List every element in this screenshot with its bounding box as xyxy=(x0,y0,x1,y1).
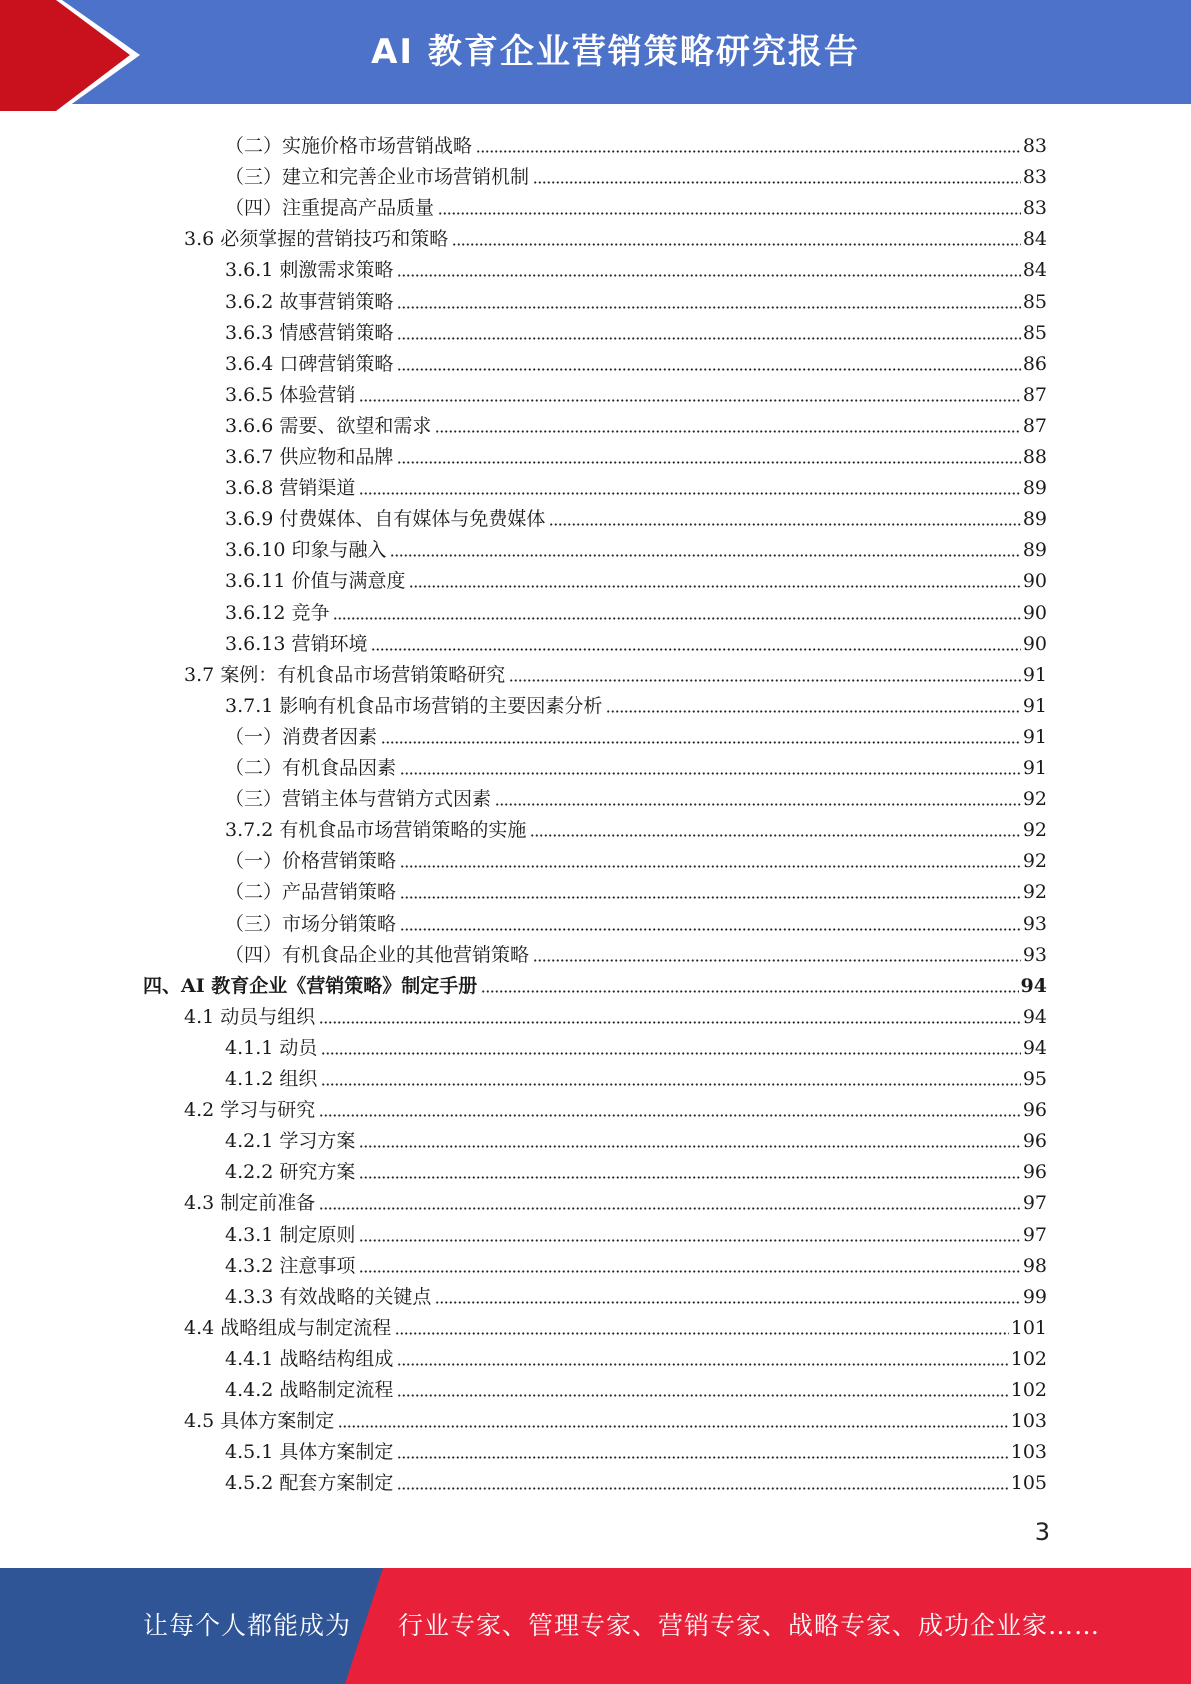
toc-entry-label: 3.6.9 付费媒体、自有媒体与免费媒体 xyxy=(225,508,546,531)
toc-entry-label: （四）有机食品企业的其他营销策略 xyxy=(225,943,530,966)
toc-entry[interactable] xyxy=(225,376,1047,407)
toc-leader-dots xyxy=(321,1052,1020,1055)
toc-leader-dots xyxy=(530,834,1020,837)
toc-entry-page: 94 xyxy=(1022,1036,1047,1059)
toc-entry-page: 92 xyxy=(1022,819,1047,842)
toc-entry-label: 3.6.1 刺激需求策略 xyxy=(225,259,394,282)
toc-leader-dots xyxy=(606,710,1020,713)
toc-entry-label: 4.2.2 研究方案 xyxy=(225,1161,356,1184)
toc-entry[interactable] xyxy=(225,749,1047,780)
toc-entry-label: 3.6 必须掌握的营销技巧和策略 xyxy=(184,228,449,251)
toc-entry[interactable] xyxy=(184,220,1047,251)
toc-entry[interactable] xyxy=(225,687,1047,718)
toc-entry-label: 3.6.12 竞争 xyxy=(225,601,330,624)
toc-entry-page: 91 xyxy=(1022,757,1047,779)
toc-entry[interactable] xyxy=(225,1153,1047,1184)
toc-entry-page: 87 xyxy=(1022,383,1047,406)
toc-entry[interactable] xyxy=(225,1278,1047,1309)
toc-entry-page: 92 xyxy=(1022,881,1047,904)
toc-entry-label: 4.2 学习与研究 xyxy=(184,1099,316,1122)
toc-entry-label: 3.6.3 情感营销策略 xyxy=(225,321,394,344)
toc-entry[interactable] xyxy=(184,1402,1047,1433)
toc-entry-label: （二）产品营销策略 xyxy=(225,881,397,904)
toc-entry-label: 3.6.2 故事营销策略 xyxy=(225,290,394,313)
toc-entry-page: 92 xyxy=(1022,788,1047,811)
toc-entry-label: 4.4 战略组成与制定流程 xyxy=(184,1316,392,1339)
toc-entry[interactable] xyxy=(225,531,1047,562)
toc-entry-label: 4.1 动员与组织 xyxy=(184,1005,316,1028)
toc-entry[interactable] xyxy=(225,1433,1047,1464)
toc-entry-page: 93 xyxy=(1022,943,1047,966)
toc-entry[interactable] xyxy=(225,873,1047,904)
toc-leader-dots xyxy=(359,492,1020,495)
toc-entry-page: 94 xyxy=(1020,974,1047,997)
toc-entry[interactable] xyxy=(225,1247,1047,1278)
toc-leader-dots xyxy=(359,1145,1020,1148)
toc-entry-label: 4.4.2 战略制定流程 xyxy=(225,1379,394,1401)
toc-entry[interactable] xyxy=(225,718,1047,749)
toc-entry[interactable] xyxy=(225,314,1047,345)
toc-leader-dots xyxy=(319,1114,1021,1117)
toc-entry-label: 3.6.8 营销渠道 xyxy=(225,477,356,500)
toc-entry[interactable] xyxy=(184,998,1047,1029)
toc-entry-page: 83 xyxy=(1022,135,1047,157)
toc-entry-label: 3.6.7 供应物和品牌 xyxy=(225,446,394,468)
toc-entry[interactable] xyxy=(225,158,1047,189)
toc-entry-page: 86 xyxy=(1022,352,1047,375)
toc-entry[interactable] xyxy=(225,283,1047,314)
toc-entry[interactable] xyxy=(225,127,1047,158)
toc-leader-dots xyxy=(397,1394,1008,1397)
toc-entry-page: 83 xyxy=(1022,166,1047,189)
toc-entry-label: 3.6.11 价值与满意度 xyxy=(225,570,406,593)
toc-entry-page: 96 xyxy=(1022,1099,1047,1122)
toc-leader-dots xyxy=(397,274,1020,277)
toc-entry-label: 4.3.1 制定原则 xyxy=(225,1223,356,1246)
toc-leader-dots xyxy=(400,865,1021,868)
toc-leader-dots xyxy=(481,990,1018,993)
toc-leader-dots xyxy=(359,1270,1020,1273)
toc-entry[interactable] xyxy=(225,251,1047,282)
toc-entry-page: 105 xyxy=(1010,1472,1047,1495)
header-title: AI 教育企业营销策略研究报告 xyxy=(371,32,860,72)
toc-entry[interactable] xyxy=(225,1464,1047,1495)
toc-entry-page: 85 xyxy=(1022,290,1047,313)
page-footer xyxy=(0,1568,1191,1684)
toc-entry-label: 4.1.1 动员 xyxy=(225,1036,318,1059)
toc-entry-page: 97 xyxy=(1022,1192,1047,1215)
toc-entry-label: 4.4.1 战略结构组成 xyxy=(225,1347,394,1370)
toc-entry-page: 89 xyxy=(1022,477,1047,500)
toc-leader-dots xyxy=(476,150,1021,153)
toc-leader-dots xyxy=(438,212,1021,215)
toc-entry-page: 99 xyxy=(1022,1285,1047,1308)
toc-leader-dots xyxy=(371,648,1020,651)
toc-entry-label: （三）建立和完善企业市场营销机制 xyxy=(225,166,530,189)
toc-entry[interactable] xyxy=(184,1184,1047,1215)
toc-entry-label: 4.2.1 学习方案 xyxy=(225,1130,356,1153)
toc-entry-page: 90 xyxy=(1022,632,1047,655)
footer-slogan-right: 行业专家、管理专家、营销专家、战略专家、成功企业家…… xyxy=(398,1611,1101,1640)
toc-leader-dots xyxy=(381,741,1021,744)
toc-entry[interactable] xyxy=(225,1029,1047,1060)
toc-leader-dots xyxy=(319,1207,1021,1210)
toc-entry-label: 3.7.1 影响有机食品市场营销的主要因素分析 xyxy=(225,694,603,717)
toc-entry-label: （二）实施价格市场营销战略 xyxy=(225,135,473,157)
toc-entry-label: （三）市场分销策略 xyxy=(225,912,397,935)
toc-entry[interactable] xyxy=(184,1309,1047,1340)
toc-entry[interactable] xyxy=(225,811,1047,842)
toc-entry[interactable] xyxy=(225,1122,1047,1153)
toc-entry-label: （一）消费者因素 xyxy=(225,725,378,748)
toc-entry-label: （三）营销主体与营销方式因素 xyxy=(225,788,492,811)
toc-entry-page: 101 xyxy=(1010,1316,1047,1339)
toc-leader-dots xyxy=(333,617,1020,620)
toc-entry-label: 3.7.2 有机食品市场营销策略的实施 xyxy=(225,819,527,842)
toc-entry-label: 4.1.2 组织 xyxy=(225,1068,318,1090)
toc-leader-dots xyxy=(533,959,1021,962)
toc-entry[interactable] xyxy=(225,780,1047,811)
toc-leader-dots xyxy=(319,1021,1021,1024)
toc-entry[interactable] xyxy=(225,842,1047,873)
toc-entry[interactable] xyxy=(225,1371,1047,1402)
toc-entry-page: 84 xyxy=(1022,228,1047,251)
toc-entry[interactable] xyxy=(225,1340,1047,1371)
toc-entry-label: 3.6.6 需要、欲望和需求 xyxy=(225,414,432,437)
toc-leader-dots xyxy=(400,928,1021,931)
toc-leader-dots xyxy=(359,1176,1020,1179)
toc-leader-dots xyxy=(397,306,1020,309)
toc-leader-dots xyxy=(435,430,1020,433)
toc-entry-page: 96 xyxy=(1022,1161,1047,1184)
toc-entry-page: 88 xyxy=(1022,446,1047,468)
toc-leader-dots xyxy=(400,896,1021,899)
toc-entry[interactable] xyxy=(184,1091,1047,1122)
toc-entry-page: 97 xyxy=(1022,1223,1047,1246)
toc-entry-page: 92 xyxy=(1022,850,1047,873)
toc-leader-dots xyxy=(397,1456,1008,1459)
toc-leader-dots xyxy=(495,803,1021,806)
toc-leader-dots xyxy=(359,1239,1020,1242)
toc-entry-label: 3.6.13 营销环境 xyxy=(225,632,368,655)
toc-leader-dots xyxy=(533,181,1021,184)
toc-entry-page: 102 xyxy=(1010,1379,1047,1401)
toc-entry-page: 91 xyxy=(1022,694,1047,717)
page-header xyxy=(0,0,1191,111)
toc-entry[interactable] xyxy=(225,189,1047,220)
toc-leader-dots xyxy=(452,243,1021,246)
toc-entry-page: 89 xyxy=(1022,508,1047,531)
toc-leader-dots xyxy=(338,1425,1008,1428)
toc-entry-page: 95 xyxy=(1022,1068,1047,1090)
toc-entry-page: 102 xyxy=(1010,1347,1047,1370)
toc-entry-label: 3.6.5 体验营销 xyxy=(225,383,356,406)
toc-entry-page: 96 xyxy=(1022,1130,1047,1153)
toc-leader-dots xyxy=(397,461,1020,464)
toc-leader-dots xyxy=(359,399,1020,402)
toc-leader-dots xyxy=(549,523,1020,526)
toc-leader-dots xyxy=(397,337,1020,340)
footer-slogan-left: 让每个人都能成为 xyxy=(143,1611,352,1640)
toc-entry[interactable] xyxy=(225,1216,1047,1247)
toc-entry[interactable] xyxy=(225,905,1047,936)
toc-entry-page: 87 xyxy=(1022,414,1047,437)
toc-leader-dots xyxy=(390,554,1020,557)
toc-entry[interactable] xyxy=(225,562,1047,593)
toc-entry-page: 91 xyxy=(1022,663,1047,686)
toc-entry[interactable] xyxy=(225,936,1047,967)
toc-leader-dots xyxy=(397,1363,1008,1366)
toc-entry-label: 4.5.1 具体方案制定 xyxy=(225,1441,394,1464)
toc-leader-dots xyxy=(509,679,1021,682)
toc-entry-label: 4.5 具体方案制定 xyxy=(184,1410,335,1433)
toc-entry-label: （二）有机食品因素 xyxy=(225,757,397,779)
toc-entry-label: 3.6.10 印象与融入 xyxy=(225,539,387,562)
toc-entry-label: 4.3 制定前准备 xyxy=(184,1192,316,1215)
toc-entry[interactable] xyxy=(225,407,1047,438)
toc-leader-dots xyxy=(321,1083,1020,1086)
toc-leader-dots xyxy=(395,1332,1008,1335)
toc-leader-dots xyxy=(400,772,1021,775)
toc-entry[interactable] xyxy=(225,1060,1047,1091)
toc-entry-page: 93 xyxy=(1022,912,1047,935)
toc-entry-label: 3.7 案例：有机食品市场营销策略研究 xyxy=(184,663,506,686)
toc-entry[interactable] xyxy=(184,656,1047,687)
toc-entry-page: 89 xyxy=(1022,539,1047,562)
toc-leader-dots xyxy=(397,1487,1008,1490)
toc-entry-label: （一）价格营销策略 xyxy=(225,850,397,873)
toc-entry[interactable] xyxy=(225,625,1047,656)
toc-entry-page: 90 xyxy=(1022,601,1047,624)
toc-entry-page: 90 xyxy=(1022,570,1047,593)
toc-leader-dots xyxy=(409,585,1020,588)
toc-entry[interactable] xyxy=(225,500,1047,531)
page-number: 3 xyxy=(1034,1518,1050,1546)
toc-entry-label: （四）注重提高产品质量 xyxy=(225,197,435,220)
toc-entry-page: 83 xyxy=(1022,197,1047,220)
toc-leader-dots xyxy=(435,1301,1020,1304)
toc-entry[interactable] xyxy=(225,345,1047,376)
toc-entry-label: 4.3.2 注意事项 xyxy=(225,1254,356,1277)
toc-entry[interactable] xyxy=(143,967,1047,998)
toc-entry-page: 103 xyxy=(1010,1410,1047,1433)
toc-entry-label: 4.3.3 有效战略的关键点 xyxy=(225,1285,432,1308)
toc-entry[interactable] xyxy=(225,438,1047,469)
toc-entry-label: 4.5.2 配套方案制定 xyxy=(225,1472,394,1495)
toc-entry-page: 98 xyxy=(1022,1254,1047,1277)
toc-entry[interactable] xyxy=(225,594,1047,625)
toc-entry-label: 3.6.4 口碑营销策略 xyxy=(225,352,394,375)
toc-entry-page: 85 xyxy=(1022,321,1047,344)
toc-entry-page: 91 xyxy=(1022,725,1047,748)
toc-entry-label: 四、AI 教育企业《营销策略》制定手册 xyxy=(143,974,478,997)
toc-entry[interactable] xyxy=(225,469,1047,500)
toc-leader-dots xyxy=(397,368,1020,371)
toc-entry-page: 84 xyxy=(1022,259,1047,282)
toc-entry-page: 103 xyxy=(1010,1441,1047,1464)
toc-entry-page: 94 xyxy=(1022,1005,1047,1028)
